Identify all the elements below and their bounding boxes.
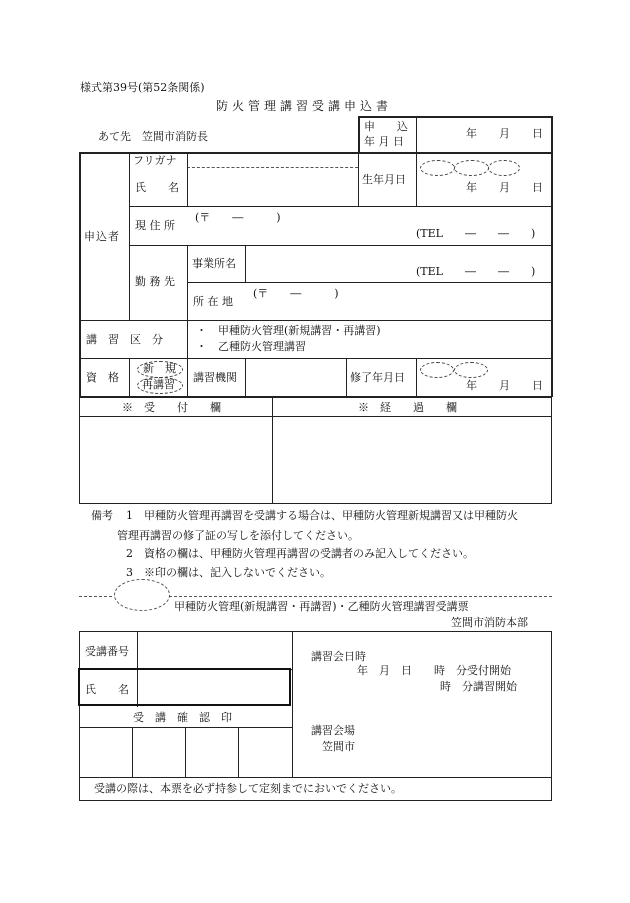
office-postal[interactable]: (〒 ― ) [253, 287, 339, 300]
note-item: 1 甲種防火管理再講習を受講する場合は、甲種防火管理新規講習又は甲種防火 [126, 509, 518, 522]
era-option-oval[interactable] [454, 362, 488, 378]
ticket-datetime-label: 講習会日時 [311, 650, 366, 663]
office-name-label: 事業所名 [192, 257, 236, 270]
course-option-1[interactable]: ・ 甲種防火管理(新規講習・再講習) [196, 324, 381, 337]
completion-date-label: 修了年月日 [350, 371, 405, 384]
ticket-issuer: 笠間市消防本部 [451, 616, 528, 629]
confirm-stamp-cell[interactable] [240, 729, 290, 776]
confirm-stamp-cell[interactable] [187, 729, 237, 776]
era-option-oval[interactable] [488, 160, 520, 176]
note-item: 管理再講習の修了証の写しを添付してください。 [117, 529, 359, 542]
ticket-footer-note: 受講の際は、本票を必ず持参して定刻までにおいでください。 [94, 782, 402, 795]
form-number: 様式第39号(第52条関係) [80, 81, 205, 94]
birth-date-label: 生年月日 [362, 173, 406, 186]
seal-oval [114, 579, 170, 611]
notes-heading: 備考 [91, 509, 113, 522]
course-option-2[interactable]: ・ 乙種防火管理講習 [196, 340, 306, 353]
ticket-datetime-line1: 年 月 日 時 分受付開始 [357, 664, 511, 677]
ticket-name-label: 氏 名 [85, 683, 129, 696]
era-option-oval[interactable] [420, 362, 454, 378]
address-postal[interactable]: (〒 ― ) [195, 211, 281, 224]
confirm-stamp-cell[interactable] [134, 729, 184, 776]
ticket-venue-value: 笠間市 [322, 740, 355, 753]
reception-label: ※ 受 付 欄 [122, 401, 221, 414]
completion-date-field[interactable]: 年 月 日 [466, 379, 543, 392]
course-type-label: 講 習 区 分 [86, 333, 163, 346]
note-item: 3 ※印の欄は、記入しないでください。 [126, 566, 331, 579]
address-tel[interactable]: (TEL ― ― ) [416, 227, 536, 240]
name-label: 氏 名 [135, 181, 179, 194]
office-location-label: 所 在 地 [193, 295, 233, 308]
qualification-renew: 再講習 [142, 378, 175, 391]
institution-label: 講習機関 [193, 371, 237, 384]
name-input[interactable] [189, 169, 355, 204]
progress-label: ※ 経 過 欄 [358, 401, 457, 414]
applicant-label: 申込者 [84, 230, 120, 243]
furigana-label: フリガナ [133, 154, 177, 167]
qualification-new: 新 規 [143, 362, 176, 375]
birth-date-field[interactable]: 年 月 日 [466, 181, 543, 194]
confirm-stamp-cell[interactable] [81, 729, 131, 776]
furigana-input[interactable] [189, 153, 355, 166]
institution-input[interactable] [247, 360, 344, 395]
addressee: あて先 笠間市消防長 [98, 130, 208, 143]
ticket-title: 甲種防火管理(新規講習・再講習)・乙種防火管理講習受講票 [174, 600, 469, 613]
application-date-field[interactable]: 年 月 日 [466, 127, 543, 140]
workplace-label: 勤 務 先 [135, 275, 175, 288]
qualification-label: 資 格 [86, 371, 119, 384]
ticket-venue-label: 講習会場 [311, 724, 355, 737]
form-title: 防火管理講習受講申込書 [216, 99, 393, 113]
era-option-oval[interactable] [454, 160, 489, 176]
address-label: 現 住 所 [135, 219, 175, 232]
ticket-number-label: 受講番号 [85, 645, 129, 658]
application-date-label: 申 込 [364, 120, 408, 133]
ticket-number-input[interactable] [139, 633, 290, 667]
ticket-name-input[interactable] [139, 671, 288, 704]
office-tel[interactable]: (TEL ― ― ) [416, 265, 536, 278]
ticket-confirm-label: 受 講 確 認 印 [133, 711, 232, 724]
ticket-datetime-line2: 時 分講習開始 [440, 680, 517, 693]
application-date-label-2: 年 月 日 [364, 135, 404, 148]
note-item: 2 資格の欄は、甲種防火管理再講習の受講者のみ記入してください。 [126, 547, 474, 560]
era-option-oval[interactable] [420, 160, 455, 176]
